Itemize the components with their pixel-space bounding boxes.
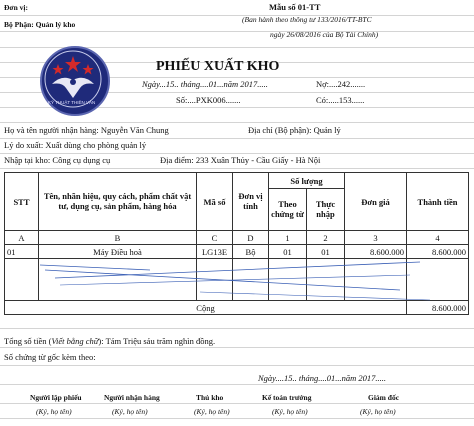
signer-role: Kế toán trưởng bbox=[262, 393, 312, 402]
signer-role: Người lập phiếu bbox=[30, 393, 82, 402]
total-amount: 8.600.000 bbox=[407, 301, 469, 315]
header-qty-doc: Theo chứng từ bbox=[269, 189, 307, 231]
row-name: Máy Điều hoà bbox=[39, 245, 197, 259]
header-name: Tên, nhãn hiệu, quy cách, phẩm chất vật tư, dụng cụ, sản phẩm, hàng hóa bbox=[39, 173, 197, 231]
reason-line: Lý do xuất: Xuất dùng cho phòng quản lý bbox=[4, 140, 147, 150]
col-letter: A bbox=[5, 231, 39, 245]
col-letter: 4 bbox=[407, 231, 469, 245]
signer-hint: (Ký, họ tên) bbox=[112, 407, 148, 416]
warehouse-line: Nhập tại kho: Công cụ dụng cụ bbox=[4, 155, 111, 165]
header-stt: STT bbox=[5, 173, 39, 231]
receiver-line: Họ và tên người nhận hàng: Nguyễn Văn Chung bbox=[4, 125, 169, 135]
total-label: Cộng bbox=[5, 301, 407, 315]
logo-text: KỸ THUẬT THIÊN VĂN bbox=[48, 100, 96, 105]
voucher-number: Số:....PXK006....... bbox=[176, 95, 241, 105]
signer-hint: (Ký, họ tên) bbox=[360, 407, 396, 416]
signer-hint: (Ký, họ tên) bbox=[194, 407, 230, 416]
row-code: LG13E bbox=[197, 245, 233, 259]
credit-account: Có:.....153...... bbox=[316, 95, 365, 105]
sign-date: Ngày....15.. tháng....01...năm 2017..... bbox=[258, 373, 386, 383]
row-qty-actual: 01 bbox=[307, 245, 345, 259]
department-label: Bộ Phận: Quản lý kho bbox=[4, 20, 76, 29]
col-letter: 3 bbox=[345, 231, 407, 245]
header-qty-group: Số lượng bbox=[269, 173, 345, 189]
page-title: PHIẾU XUẤT KHO bbox=[156, 59, 280, 74]
debit-account: Nợ:....242....... bbox=[316, 79, 366, 89]
header-price: Đơn giá bbox=[345, 173, 407, 231]
col-letter: 2 bbox=[307, 231, 345, 245]
unit-label: Đơn vị: bbox=[4, 3, 28, 12]
row-price: 8.600.000 bbox=[345, 245, 407, 259]
total-in-words bbox=[4, 337, 215, 346]
total-words-hint: Viết bằng chữ bbox=[51, 336, 99, 346]
header-qty-actual: Thực nhập bbox=[307, 189, 345, 231]
col-letter: C bbox=[197, 231, 233, 245]
row-qty-doc: 01 bbox=[269, 245, 307, 259]
col-letter: D bbox=[233, 231, 269, 245]
header-code: Mã số bbox=[197, 173, 233, 231]
date-line: Ngày...15.. tháng....01...năm 2017..... bbox=[142, 79, 268, 89]
col-letter: 1 bbox=[269, 231, 307, 245]
header-amount: Thành tiền bbox=[407, 173, 469, 231]
location-line: Địa điểm: 233 Xuân Thủy - Cầu Giấy - Hà Nội bbox=[160, 155, 321, 165]
signer-hint: (Ký, họ tên) bbox=[272, 407, 308, 416]
total-words-prefix: Tổng số tiền ( bbox=[4, 336, 52, 346]
attached-docs: Số chứng từ gốc kèm theo: bbox=[4, 352, 96, 362]
address-line: Địa chỉ (Bộ phận): Quản lý bbox=[248, 125, 341, 135]
issued-by-line1: (Ban hành theo thông tư 133/2016/TT-BTC bbox=[242, 15, 372, 24]
form-number: Mẫu số 01-TT bbox=[269, 2, 321, 12]
signer-role: Thủ kho bbox=[196, 393, 224, 402]
row-unit: Bộ bbox=[233, 245, 269, 259]
row-amount: 8.600.000 bbox=[407, 245, 469, 259]
col-letter: B bbox=[39, 231, 197, 245]
signer-role: Người nhận hàng bbox=[104, 393, 160, 402]
row-stt: 01 bbox=[5, 245, 39, 259]
total-words-value: ): Tám Triệu sáu trăm nghìn đồng. bbox=[98, 336, 216, 346]
issued-by-line2: ngày 26/08/2016 của Bộ Tài Chính) bbox=[270, 30, 379, 39]
signer-role: Giám đốc bbox=[368, 393, 400, 402]
signer-hint: (Ký, họ tên) bbox=[36, 407, 72, 416]
header-unit: Đơn vị tính bbox=[233, 173, 269, 231]
